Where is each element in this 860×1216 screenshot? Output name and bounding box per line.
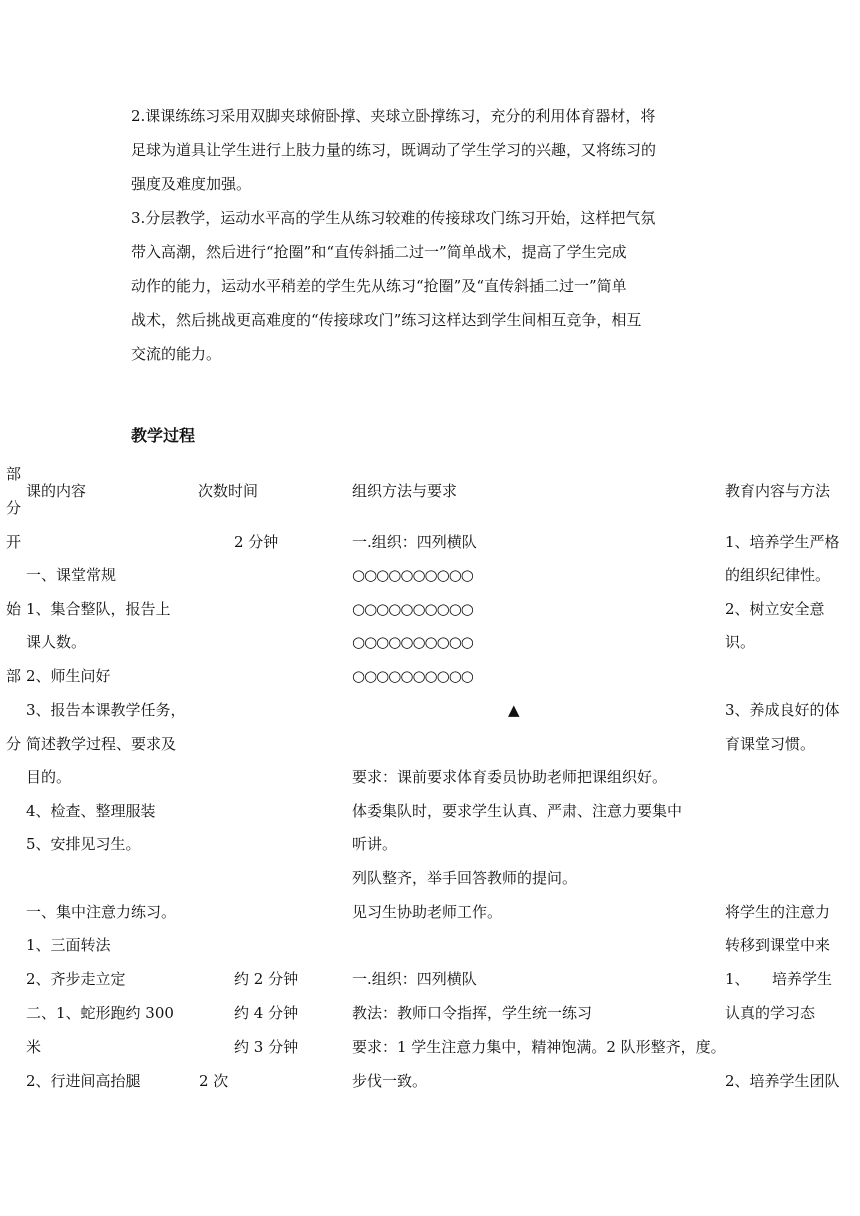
part-char: 部 [6,667,22,685]
header-part-bottom: 分 [6,499,22,517]
part-char: 分 [6,735,22,753]
header-part-top: 部 [6,465,22,483]
edu-line: 认真的学习态 [725,1004,816,1022]
content-line: 简述教学过程、要求及 [26,735,177,753]
teacher-marker: ▲ [508,701,520,719]
content-line: 一、集中注意力练习。 [26,903,177,921]
edu-line: 将学生的注意力 [725,903,831,921]
org-line: 要求：1 学生注意力集中，精神饱满。2 队形整齐，度。 [352,1038,726,1056]
content-line: 目的。 [26,768,72,786]
org-line: 见习生协助老师工作。 [352,903,503,921]
edu-line: 2、树立安全意 [725,600,825,618]
org-line: 步伐一致。 [352,1072,428,1090]
edu-line: 的组织纪律性。 [725,566,831,584]
intro-line: 强度及难度加强。 [131,175,252,193]
org-line: 一.组织：四列横队 [352,533,477,551]
intro-paragraph [131,99,731,371]
org-line: 列队整齐，举手回答教师的提问。 [352,869,578,887]
content-line: 2、行进间高抬腿 [26,1072,141,1090]
time-cell: 约 4 分钟 [234,1004,299,1022]
intro-line: 3.分层教学，运动水平高的学生从练习较难的传接球攻门练习开始，这样把气氛 [131,209,656,227]
content-line: 二、1、蛇形跑约 300 [26,1004,174,1022]
formation-row: ○○○○○○○○○○ [352,566,473,584]
time-cell: 2 次 [199,1072,229,1090]
intro-line: 战术，然后挑战更高难度的“传接球攻门”练习这样达到学生间相互竞争，相互 [131,311,642,329]
edu-line: 转移到课堂中来 [725,936,831,954]
content-line: 一、课堂常规 [26,566,117,584]
org-line: 教法：教师口令指挥，学生统一练习 [352,1004,593,1022]
intro-line: 足球为道具让学生进行上肢力量的练习，既调动了学生学习的兴趣，又将练习的 [131,141,657,159]
header-content: 课的内容 [26,482,87,500]
edu-line: 2、培养学生团队 [725,1072,840,1090]
header-edu: 教育内容与方法 [725,482,831,500]
org-line: 听讲。 [352,835,398,853]
intro-line: 2.课课练练习采用双脚夹球俯卧撑、夹球立卧撑练习，充分的利用体育器材，将 [131,107,656,125]
org-line: 要求：课前要求体育委员协助老师把课组织好。 [352,768,668,786]
formation-row: ○○○○○○○○○○ [352,633,473,651]
intro-line: 动作的能力，运动水平稍差的学生先从练习“抢圈”及“直传斜插二过一”简单 [131,277,627,295]
edu-line: 1、培养学生严格 [725,533,840,551]
content-line: 课人数。 [26,633,87,651]
formation-row: ○○○○○○○○○○ [352,667,473,685]
time-cell: 2 分钟 [234,533,279,551]
content-line: 2、师生问好 [26,667,111,685]
org-line: 体委集队时，要求学生认真、严肃、注意力要集中 [352,802,683,820]
content-line: 1、三面转法 [26,936,111,954]
content-line: 5、安排见习生。 [26,835,141,853]
section-title: 教学过程 [131,426,196,445]
intro-line: 交流的能力。 [131,345,222,363]
content-line: 1、集合整队，报告上 [26,600,171,618]
edu-line: 1、 培养学生 [725,970,833,988]
content-line: 米 [26,1038,42,1056]
content-line: 4、检查、整理服装 [26,802,156,820]
content-line: 2、齐步走立定 [26,970,126,988]
header-time: 次数时间 [198,482,259,500]
org-line: 一.组织：四列横队 [352,970,477,988]
header-org: 组织方法与要求 [352,482,458,500]
edu-line: 育课堂习惯。 [725,735,816,753]
time-cell: 约 2 分钟 [234,970,299,988]
edu-line: 3、养成良好的体 [725,701,840,719]
edu-line: 识。 [725,633,756,651]
part-char: 开 [6,533,22,551]
formation-row: ○○○○○○○○○○ [352,600,473,618]
content-line: 3、报告本课教学任务， [26,701,186,719]
time-cell: 约 3 分钟 [234,1038,299,1056]
intro-line: 带入高潮，然后进行“抢圈”和“直传斜插二过一”简单战术，提高了学生完成 [131,243,627,261]
part-char: 始 [6,600,22,618]
